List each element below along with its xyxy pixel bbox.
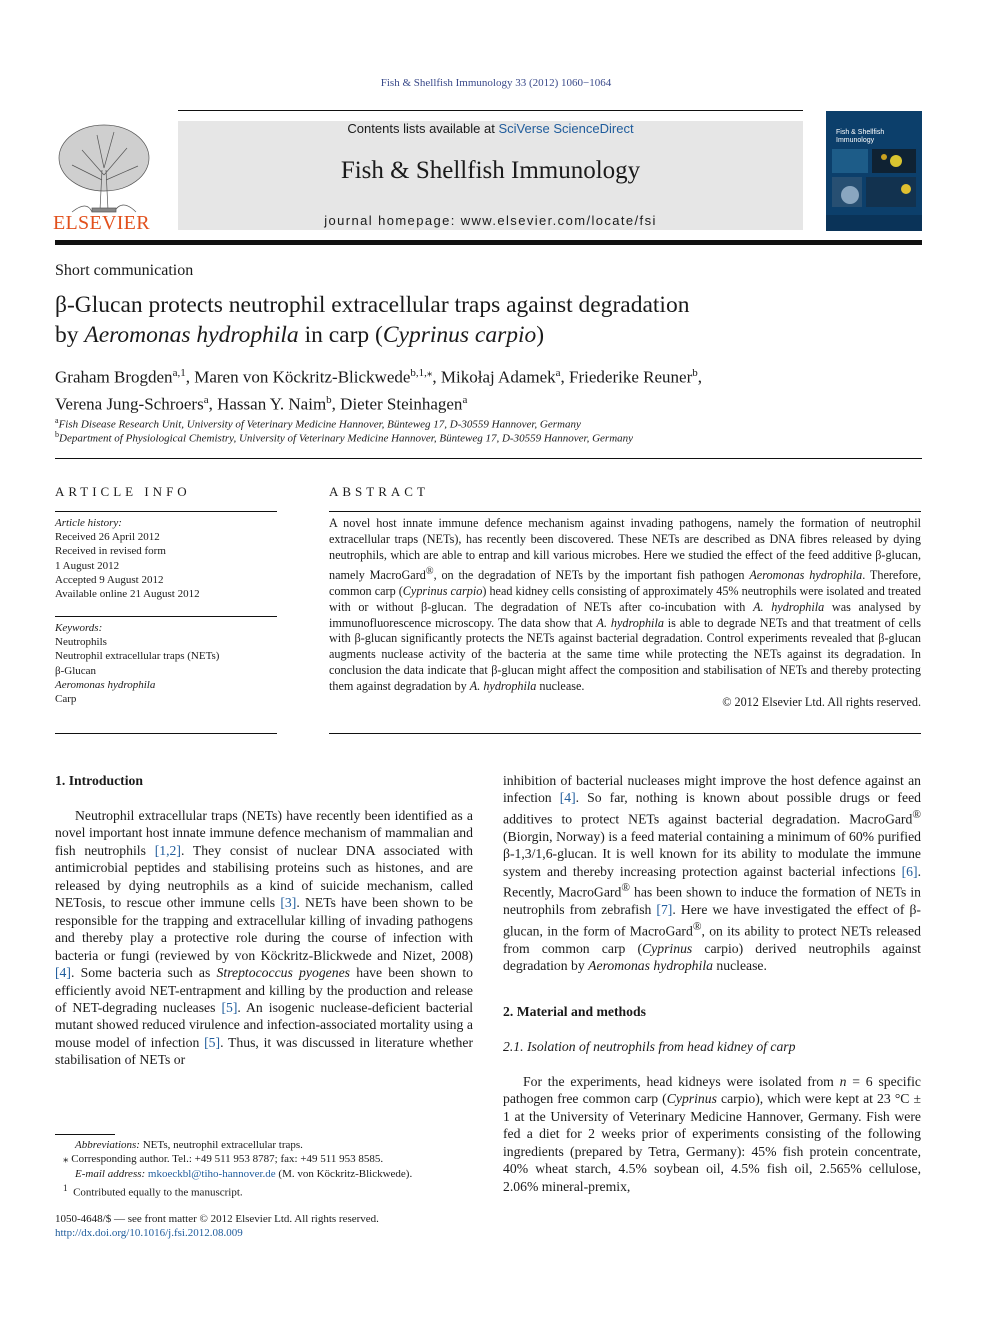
abstract-bottom-rule bbox=[329, 733, 921, 734]
text-run: For the experiments, head kidneys were isolated from bbox=[523, 1074, 840, 1089]
author[interactable]: Dieter Steinhagen bbox=[340, 394, 463, 414]
author[interactable]: Maren von Köckritz-Blickwede bbox=[194, 367, 411, 387]
footnote-mark: ⁎ bbox=[63, 1153, 69, 1166]
footnote-abbreviations bbox=[55, 1138, 475, 1152]
abstract-part: nuclease. bbox=[536, 679, 585, 694]
footnote-text: (M. von Köckritz-Blickwede). bbox=[275, 1167, 413, 1180]
text-run: nuclease. bbox=[712, 958, 767, 974]
abstract-part: was analysed by immunofluorescence microscopy. The data show that bbox=[329, 599, 921, 630]
article-title bbox=[55, 290, 915, 350]
citation-link[interactable]: [1,2] bbox=[154, 842, 181, 858]
text-run: . Recently, MacroGard bbox=[503, 863, 921, 900]
text-run: has been shown to induce the formation of NETs in neutrophils from zebrafish bbox=[503, 884, 922, 918]
registered-mark: ® bbox=[621, 882, 630, 895]
keywords-label: Keywords: bbox=[55, 622, 103, 634]
title-part: in carp ( bbox=[298, 322, 383, 348]
abstract-part: Aeromonas hydrophila bbox=[749, 567, 863, 582]
journal-title: Fish & Shellfish Immunology bbox=[340, 157, 641, 184]
contents-line bbox=[178, 121, 803, 136]
abstract-part: is able to degrade NETs and that treatment of cells with β-glucan significantly protects the NETs against bacterial degradation. Control experiments revealed that β-glucan augments nuclease activity of the bacteria at the same time while protecting the NETs against its degradation. In conclusion the data indicate that β-glucan might affect the composition and stabilisation of NETs and thereby protecting them against degradation by bbox=[329, 615, 921, 694]
footnote-label: Abbreviations: bbox=[75, 1139, 140, 1151]
history-item: Available online 21 August 2012 bbox=[55, 588, 200, 601]
article-type: Short communication bbox=[55, 262, 194, 279]
abstract-copyright: © 2012 Elsevier Ltd. All rights reserved. bbox=[722, 695, 921, 710]
text-run: Neutrophil extracellular traps (NETs) have recently been identified as a novel important host innate immune defence mechanism of mammalian and fish neutrophils bbox=[55, 808, 473, 858]
abstract-heading: ABSTRACT bbox=[329, 484, 429, 499]
author-affiliation-mark: b,1,⁎ bbox=[410, 367, 433, 379]
footnote-text: Corresponding author. Tel.: +49 511 953 8787; fax: +49 511 953 8585. bbox=[68, 1153, 384, 1166]
methods-text bbox=[503, 1073, 921, 1195]
registered-mark: ® bbox=[912, 808, 921, 821]
title-species: Cyprinus carpio bbox=[382, 322, 537, 348]
keyword: Aeromonas hydrophila bbox=[55, 678, 156, 691]
citation-link[interactable]: [5] bbox=[204, 1034, 221, 1050]
article-info-rule bbox=[55, 511, 277, 512]
footnote-rule bbox=[55, 1134, 115, 1135]
history-item: Received in revised form bbox=[55, 545, 166, 558]
text-run: . NETs have been shown to be responsible for the trapping and extracellular killing of invading pathogens and thereby play a protective role during the course of infection with bacteria or fungi (reviewed by von Köckritz-Blickwede and Nizet, 2008) bbox=[55, 895, 473, 963]
keywords bbox=[55, 621, 277, 706]
history-item: Received 26 April 2012 bbox=[55, 531, 160, 544]
footnote-text: Contributed equally to the manuscript. bbox=[73, 1186, 243, 1199]
author[interactable]: Verena Jung-Schroers bbox=[55, 394, 204, 414]
introduction-continued bbox=[503, 772, 921, 975]
text-run: . An isogenic nuclease-deficient bacterial mutant showed reduced virulence and infection-associated mortality using a mouse model of infection bbox=[55, 999, 474, 1050]
author-affiliation-mark: b bbox=[692, 367, 698, 379]
affiliation-mark: a bbox=[55, 416, 59, 425]
introduction-paragraph bbox=[55, 807, 473, 1069]
text-run: have been shown to efficiently avoid NET-entrapment and killing by the production and release of NET-degrading nucleases bbox=[55, 965, 473, 1015]
journal-cover-image bbox=[826, 111, 922, 231]
publisher-wordmark: ELSEVIER bbox=[53, 212, 150, 234]
author[interactable]: Hassan Y. Naim bbox=[217, 394, 327, 414]
text-run: . They consist of nuclear DNA associated with antimicrobial peptides and stabilising proteins such as histones, and are released by dying neutrophils as a kind of suicide mechanism, called NETosis, to rescue other immune cells bbox=[55, 842, 473, 911]
cover-title: Fish & Shellfish Immunology bbox=[836, 129, 885, 144]
bottom-matter bbox=[55, 1212, 475, 1241]
title-species: Aeromonas hydrophila bbox=[84, 322, 299, 348]
text-run: carpio), which were kept at 23 °C ± 1 at the University of Veterinary Medicine Hannover, Germany. Fish were fed a diet for 2 weeks prior of experiments consisting of the following ingredients (prepared by Tetra, Germany): 45% fish protein concentrate, 40% wheat starch, 4.5% soybean oil, 4.5% fish oil, 2.565% cellulose, 2.06% mineral-premix, bbox=[503, 1091, 922, 1194]
affiliation-b bbox=[55, 430, 633, 445]
keyword: β-Glucan bbox=[55, 664, 97, 677]
keyword: Carp bbox=[55, 693, 77, 706]
author-line-2: Verena Jung-Schroers$^a$, Hassan Y. Naim$^b$, Dieter Steinhagen$^a$ bbox=[55, 393, 468, 414]
text-run: . So far, nothing is known about possible drugs or feed additives to protect NETs against bacterial degradation. MacroGard bbox=[503, 790, 921, 827]
keyword: Neutrophils bbox=[55, 636, 107, 649]
author-list bbox=[55, 362, 935, 415]
title-part: by bbox=[55, 322, 85, 348]
affiliation-text: Fish Disease Research Unit, University of Veterinary Medicine Hannover, Bünteweg 17, D-30559 Hannover, Germany bbox=[58, 418, 581, 431]
footnote-email bbox=[55, 1167, 475, 1181]
contents-prefix: Contents lists available at bbox=[347, 121, 499, 136]
text-run: inhibition of bacterial nucleases might improve the host defence against an infection bbox=[503, 773, 921, 806]
abstract-text bbox=[329, 516, 921, 695]
sciencedirect-link[interactable]: SciVerse ScienceDirect bbox=[498, 121, 634, 136]
citation-link[interactable]: [3] bbox=[280, 895, 297, 911]
text-run: Cyprinus bbox=[666, 1091, 717, 1107]
abstract-part: A. hydrophila bbox=[469, 679, 537, 694]
affiliation-mark: b bbox=[55, 430, 59, 439]
affiliation-a bbox=[55, 416, 581, 431]
author-affiliation-mark: a bbox=[555, 367, 561, 379]
abstract-part: A. hydrophila bbox=[753, 599, 825, 614]
title-line-2 bbox=[55, 320, 915, 350]
methods-subheading: 2.1. Isolation of neutrophils from head kidney of carp bbox=[503, 1039, 796, 1054]
text-run: carpio) derived neutrophils against degradation by bbox=[503, 940, 921, 974]
abstract-part: , on the degradation of NETs by the important fish pathogen bbox=[433, 567, 750, 582]
author[interactable]: Mikołaj Adamek bbox=[440, 367, 556, 387]
keyword: Neutrophil extracellular traps (NETs) bbox=[55, 650, 220, 663]
title-block-rule bbox=[55, 458, 922, 459]
author-affiliation-mark: b bbox=[326, 393, 332, 406]
text-run: Streptococcus pyogenes bbox=[216, 965, 350, 981]
author[interactable]: Friederike Reuner bbox=[569, 367, 693, 387]
introduction-heading: 1. Introduction bbox=[55, 773, 143, 788]
citation-link[interactable]: [7] bbox=[656, 902, 673, 918]
history-item: 1 August 2012 bbox=[55, 559, 120, 572]
footnote-label: E-mail address: bbox=[75, 1167, 146, 1180]
author-affiliation-mark: a bbox=[462, 393, 468, 406]
article-history bbox=[55, 516, 277, 601]
registered-mark: ® bbox=[425, 565, 434, 577]
journal-homepage[interactable]: journal homepage: www.elsevier.com/locate/fsi bbox=[324, 213, 657, 228]
abstract-body bbox=[329, 516, 921, 711]
citation-link[interactable]: [4] bbox=[55, 965, 71, 981]
text-run: . Here we have investigated the effect of β-glucan, in the form of MacroGard bbox=[503, 902, 921, 939]
footnote-equal-contribution bbox=[55, 1181, 475, 1200]
footnote-mark: 1 bbox=[63, 1182, 68, 1193]
text-run: = 6 specific pathogen free common carp ( bbox=[503, 1074, 922, 1107]
author[interactable]: Graham Brogden bbox=[55, 367, 173, 387]
email-link[interactable]: mkoeckbl@tiho-hannover.de bbox=[147, 1167, 276, 1180]
issn-line: 1050-4648/$ — see front matter © 2012 Elsevier Ltd. All rights reserved. bbox=[55, 1213, 379, 1225]
author-affiliation-mark: a bbox=[203, 393, 209, 406]
article-info-bottom-rule bbox=[55, 733, 277, 734]
methods-paragraph bbox=[503, 1073, 921, 1195]
history-item: Accepted 9 August 2012 bbox=[55, 573, 164, 586]
author-affiliation-mark: a,1 bbox=[172, 367, 186, 379]
abstract-part: ) head kidney cells consisting of approximately 45% neutrophils were isolated and treated with or without β-glucan. The degradation of NETs after co-incubation with bbox=[329, 583, 921, 614]
citation-link[interactable]: [6] bbox=[901, 863, 918, 879]
article-info-heading: ARTICLE INFO bbox=[55, 484, 191, 499]
journal-citation: Fish & Shellfish Immunology 33 (2012) 1060−1064 bbox=[380, 77, 612, 89]
title-part: ) bbox=[536, 322, 545, 348]
intro-text bbox=[55, 807, 473, 1069]
title-line-1: β-Glucan protects neutrophil extracellular traps against degradation bbox=[55, 292, 690, 318]
history-label: Article history: bbox=[55, 517, 122, 529]
abstract-part: A novel host innate immune defence mechanism against invading pathogens, namely the formation of neutrophil extracellular traps (NETs), has recently been discovered. These NETs are described as DNA fibres released by dying neutrophils, which are able to entrap and kill various microbes. Here we studied the effect of the feed additive β-glucan, namely MacroGard bbox=[329, 516, 921, 582]
cover-artwork bbox=[826, 111, 922, 231]
text-run: n bbox=[839, 1074, 847, 1089]
methods-heading: 2. Material and methods bbox=[503, 1004, 646, 1019]
citation-link[interactable]: [4] bbox=[559, 790, 576, 806]
author-line-1: Graham Brogden$^{a,1}$, Maren von Köckritz-Blickwede$^{b,1,⁎}$, Mikołaj Adamek$^a$, Friederike Reuner$^b$, bbox=[55, 367, 702, 387]
doi-link[interactable]: http://dx.doi.org/10.1016/j.fsi.2012.08.009 bbox=[55, 1227, 243, 1240]
registered-mark: ® bbox=[692, 920, 702, 933]
header-top-rule bbox=[178, 110, 803, 111]
footnotes bbox=[55, 1138, 475, 1200]
affiliation-text: Department of Physiological Chemistry, University of Veterinary Medicine Hannover, Bünteweg 17, D-30559 Hannover, Germany bbox=[59, 432, 634, 445]
text-run: Aeromonas hydrophila bbox=[588, 958, 713, 974]
text-run: . Thus, it was discussed in literature whether stabilisation of NETs or bbox=[55, 1034, 473, 1068]
text-run: (Biorgin, Norway) is a feed material containing a minimum of 60% purified β-1,3/1,6-glucan. It is well known for its ability to modulate the immune system and thereby increasing protection against bacterial infections bbox=[503, 828, 921, 879]
citation-link[interactable]: [5] bbox=[221, 999, 238, 1015]
text-run: Cyprinus bbox=[642, 940, 693, 956]
text-run: . Some bacteria such as bbox=[70, 965, 217, 981]
abstract-rule bbox=[329, 511, 921, 512]
keywords-rule bbox=[55, 616, 277, 617]
intro-text-continued bbox=[503, 772, 921, 975]
text-run: , on its ability to protect NETs released from common carp ( bbox=[503, 923, 921, 956]
header-bottom-rule bbox=[55, 240, 922, 245]
abstract-part: . Therefore, common carp ( bbox=[329, 567, 921, 598]
abstract-part: Cyprinus carpio bbox=[402, 583, 483, 598]
footnote-corresponding bbox=[55, 1152, 475, 1166]
abstract-part: A. hydrophila bbox=[596, 615, 664, 630]
footnote-text: NETs, neutrophil extracellular traps. bbox=[139, 1139, 303, 1151]
